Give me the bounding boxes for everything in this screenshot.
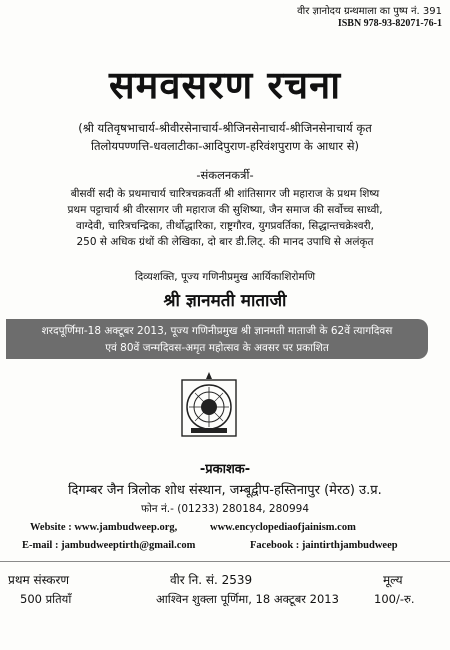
subtitle-line-2: तिलोयपण्णत्ति-धवलाटीका-आदिपुराण-हरिवंशपुराण के आधार से) — [91, 139, 359, 153]
compiler-heading: -संकलनकर्त्री- — [196, 168, 254, 182]
website-link[interactable]: Website : www.jambudweep.org, — [30, 522, 178, 533]
vira-era-year: वीर नि. सं. 2539 — [170, 573, 253, 587]
website-link-2[interactable]: www.encyclopediaofjainism.com — [210, 522, 356, 533]
occasion-banner — [6, 319, 428, 359]
price-label: मूल्य — [383, 573, 403, 587]
email-link[interactable]: E-mail : jambudweeptirth@gmail.com — [22, 540, 196, 551]
banner-line-2: एवं 80वें जन्मदिवस-अमृत महोत्सव के अवसर पर प्रकाशित — [105, 342, 329, 354]
facebook-link[interactable]: Facebook : jaintirthjambudweep — [250, 540, 398, 551]
isbn: ISBN 978-93-82071-76-1 — [337, 18, 442, 29]
edition-copies: 500 प्रतियाँ — [20, 592, 72, 606]
credit-line-1: बीसवीं सदी के प्रथमाचार्य चारित्रचक्रवर्ती श्री शांतिसागर जी महाराज के प्रथम शिष्य — [70, 188, 380, 200]
series-number: वीर ज्ञानोदय ग्रन्थमाला का पुष्प नं. 391 — [297, 6, 442, 17]
subtitle-line-1: (श्री यतिवृषभाचार्य-श्रीवीरसेनाचार्य-श्रीजिनसेनाचार्य-श्रीजिनसेनाचार्य कृत — [78, 121, 372, 135]
institute-emblem-icon — [181, 370, 237, 438]
credit-line-4: 250 से अधिक ग्रंथों की लेखिका, दो बार डी.लिट्. की मानद उपाधि से अलंकृत — [76, 236, 374, 248]
book-title: समवसरण रचना — [108, 63, 342, 107]
credit-line-3: वाग्देवी, चारित्रचन्द्रिका, तीर्थोद्धारिका, राष्ट्रगौरव, युगप्रवर्तिका, सिद्धान्तचक्रेश्वरी, — [76, 220, 374, 232]
divider — [0, 561, 450, 562]
credit-line-2: प्रथम पट्टाचार्य श्री वीरसागर जी महाराज की सुशिष्या, जैन समाज की सर्वोच्च साध्वी, — [67, 204, 383, 216]
banner-line-1: शरदपूर्णिमा-18 अक्टूबर 2013, पूज्य गणिनीप्रमुख श्री ज्ञानमती माताजी के 62वें त्यागदिवस — [41, 325, 393, 337]
price-value: 100/-रु. — [374, 592, 415, 606]
publisher-name: दिगम्बर जैन त्रिलोक शोध संस्थान, जम्बूद्वीप-हस्तिनापुर (मेरठ) उ.प्र. — [68, 483, 382, 498]
publisher-heading: -प्रकाशक- — [199, 462, 251, 477]
credit-line-5: दिव्यशक्ति, पूज्य गणिनीप्रमुख आर्यिकाशिरोमणि — [134, 271, 316, 283]
edition-date: आश्विन शुक्ला पूर्णिमा, 18 अक्टूबर 2013 — [156, 592, 339, 606]
publisher-phone: फोन नं.- (01233) 280184, 280994 — [140, 503, 310, 515]
edition-label: प्रथम संस्करण — [8, 573, 70, 587]
author-name: श्री ज्ञानमती माताजी — [163, 291, 287, 311]
